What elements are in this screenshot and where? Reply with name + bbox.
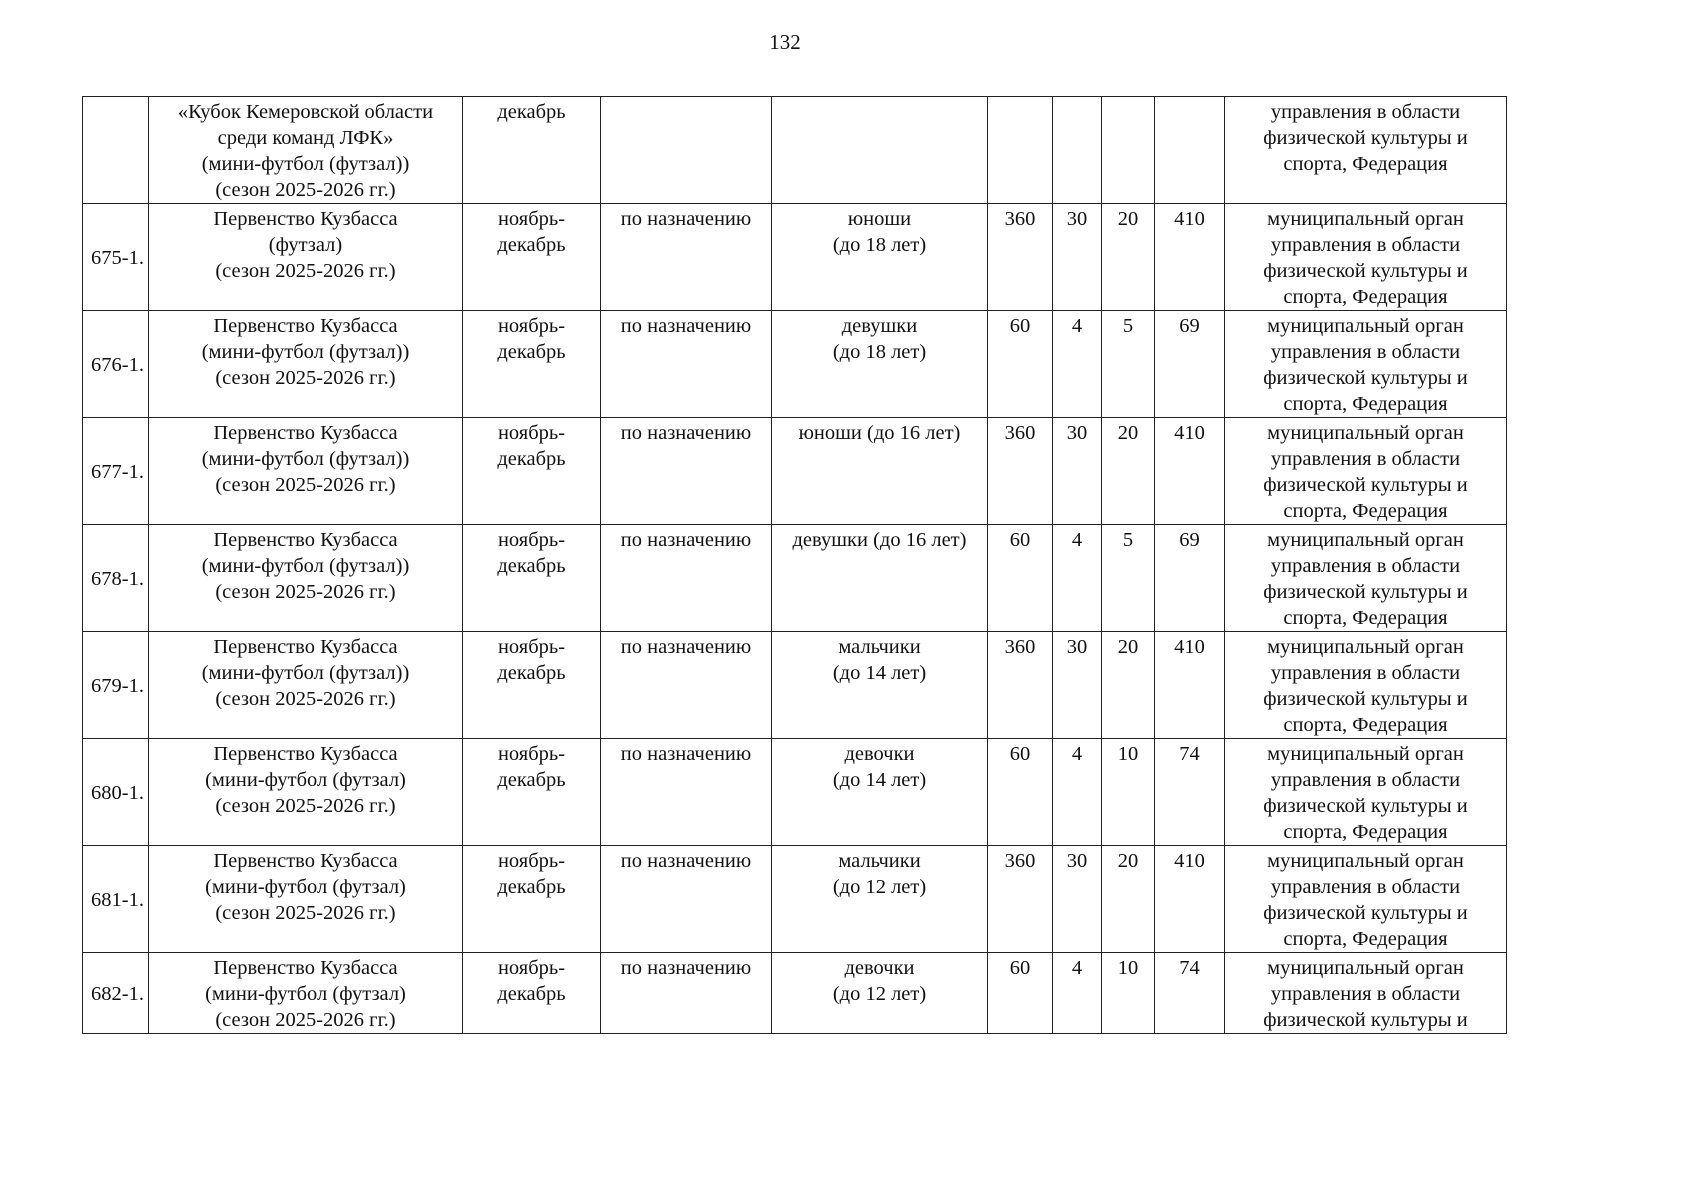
event-name-cell: «Кубок Кемеровской области среди команд ЛФК» (мини-футбол (футзал)) (сезон 2025-2026 гг.) <box>149 97 463 204</box>
participants-group-cell <box>772 97 988 204</box>
count-total-cell: 410 <box>1155 418 1225 525</box>
count-coaches-cell: 30 <box>1053 204 1102 311</box>
row-number-cell: 675-1. <box>83 204 149 311</box>
count-judges-cell: 20 <box>1102 632 1155 739</box>
table-row <box>83 311 1507 418</box>
count-total-cell: 410 <box>1155 846 1225 953</box>
row-number-cell <box>83 97 149 204</box>
count-athletes-cell: 60 <box>988 525 1053 632</box>
count-coaches-cell: 4 <box>1053 311 1102 418</box>
event-dates-cell: ноябрь- декабрь <box>463 525 601 632</box>
event-name-cell: Первенство Кузбасса (мини-футбол (футзал) (сезон 2025-2026 гг.) <box>149 739 463 846</box>
event-name-cell: Первенство Кузбасса (мини-футбол (футзал) (сезон 2025-2026 гг.) <box>149 846 463 953</box>
table-row <box>83 97 1507 204</box>
event-place-cell <box>601 97 772 204</box>
row-number-cell: 682-1. <box>83 953 149 1034</box>
event-dates-cell: ноябрь- декабрь <box>463 739 601 846</box>
event-name-cell: Первенство Кузбасса (мини-футбол (футзал)) (сезон 2025-2026 гг.) <box>149 632 463 739</box>
count-total-cell <box>1155 97 1225 204</box>
count-total-cell: 74 <box>1155 739 1225 846</box>
row-number-cell: 676-1. <box>83 311 149 418</box>
count-athletes-cell <box>988 97 1053 204</box>
count-coaches-cell: 30 <box>1053 846 1102 953</box>
event-name-cell: Первенство Кузбасса (мини-футбол (футзал)) (сезон 2025-2026 гг.) <box>149 525 463 632</box>
count-judges-cell: 20 <box>1102 204 1155 311</box>
count-judges-cell: 10 <box>1102 953 1155 1034</box>
table-row <box>83 525 1507 632</box>
count-coaches-cell: 4 <box>1053 525 1102 632</box>
row-number-cell: 681-1. <box>83 846 149 953</box>
event-dates-cell: ноябрь- декабрь <box>463 632 601 739</box>
count-total-cell: 410 <box>1155 204 1225 311</box>
count-athletes-cell: 360 <box>988 846 1053 953</box>
table-row <box>83 953 1507 1034</box>
count-total-cell: 69 <box>1155 525 1225 632</box>
event-dates-cell: декабрь <box>463 97 601 204</box>
participants-group-cell: мальчики (до 12 лет) <box>772 846 988 953</box>
event-place-cell: по назначению <box>601 525 772 632</box>
row-number-cell: 679-1. <box>83 632 149 739</box>
count-judges-cell: 5 <box>1102 311 1155 418</box>
count-total-cell: 410 <box>1155 632 1225 739</box>
table-row <box>83 632 1507 739</box>
event-place-cell: по назначению <box>601 204 772 311</box>
organizer-cell: муниципальный орган управления в области физической культуры и спорта, Федерация <box>1225 525 1507 632</box>
events-table <box>82 96 1507 1034</box>
event-place-cell: по назначению <box>601 311 772 418</box>
event-name-cell: Первенство Кузбасса (мини-футбол (футзал) (сезон 2025-2026 гг.) <box>149 953 463 1034</box>
count-coaches-cell <box>1053 97 1102 204</box>
count-athletes-cell: 360 <box>988 418 1053 525</box>
count-judges-cell: 5 <box>1102 525 1155 632</box>
event-dates-cell: ноябрь- декабрь <box>463 204 601 311</box>
count-athletes-cell: 60 <box>988 953 1053 1034</box>
row-number-cell: 678-1. <box>83 525 149 632</box>
event-name-cell: Первенство Кузбасса (футзал) (сезон 2025-2026 гг.) <box>149 204 463 311</box>
page-number: 132 <box>769 30 801 54</box>
table-row <box>83 739 1507 846</box>
event-name-cell: Первенство Кузбасса (мини-футбол (футзал)) (сезон 2025-2026 гг.) <box>149 311 463 418</box>
count-judges-cell: 10 <box>1102 739 1155 846</box>
event-name-cell: Первенство Кузбасса (мини-футбол (футзал)) (сезон 2025-2026 гг.) <box>149 418 463 525</box>
count-coaches-cell: 4 <box>1053 739 1102 846</box>
count-judges-cell: 20 <box>1102 418 1155 525</box>
event-dates-cell: ноябрь- декабрь <box>463 311 601 418</box>
participants-group-cell: мальчики (до 14 лет) <box>772 632 988 739</box>
table-body <box>83 97 1507 1034</box>
table-row <box>83 204 1507 311</box>
organizer-cell: муниципальный орган управления в области физической культуры и спорта, Федерация <box>1225 632 1507 739</box>
event-place-cell: по назначению <box>601 632 772 739</box>
participants-group-cell: юноши (до 16 лет) <box>772 418 988 525</box>
event-place-cell: по назначению <box>601 953 772 1034</box>
event-place-cell: по назначению <box>601 418 772 525</box>
count-athletes-cell: 360 <box>988 204 1053 311</box>
row-number-cell: 680-1. <box>83 739 149 846</box>
organizer-cell: муниципальный орган управления в области физической культуры и спорта, Федерация <box>1225 204 1507 311</box>
organizer-cell: муниципальный орган управления в области физической культуры и <box>1225 953 1507 1034</box>
event-dates-cell: ноябрь- декабрь <box>463 953 601 1034</box>
event-dates-cell: ноябрь- декабрь <box>463 846 601 953</box>
count-coaches-cell: 30 <box>1053 418 1102 525</box>
participants-group-cell: девушки (до 18 лет) <box>772 311 988 418</box>
participants-group-cell: девушки (до 16 лет) <box>772 525 988 632</box>
count-coaches-cell: 4 <box>1053 953 1102 1034</box>
organizer-cell: управления в области физической культуры и спорта, Федерация <box>1225 97 1507 204</box>
count-judges-cell <box>1102 97 1155 204</box>
participants-group-cell: девочки (до 14 лет) <box>772 739 988 846</box>
row-number-cell: 677-1. <box>83 418 149 525</box>
count-athletes-cell: 60 <box>988 311 1053 418</box>
organizer-cell: муниципальный орган управления в области физической культуры и спорта, Федерация <box>1225 846 1507 953</box>
count-total-cell: 69 <box>1155 311 1225 418</box>
participants-group-cell: юноши (до 18 лет) <box>772 204 988 311</box>
event-dates-cell: ноябрь- декабрь <box>463 418 601 525</box>
table-row <box>83 846 1507 953</box>
event-place-cell: по назначению <box>601 739 772 846</box>
participants-group-cell: девочки (до 12 лет) <box>772 953 988 1034</box>
table-row <box>83 418 1507 525</box>
count-total-cell: 74 <box>1155 953 1225 1034</box>
count-judges-cell: 20 <box>1102 846 1155 953</box>
count-athletes-cell: 360 <box>988 632 1053 739</box>
event-place-cell: по назначению <box>601 846 772 953</box>
organizer-cell: муниципальный орган управления в области физической культуры и спорта, Федерация <box>1225 739 1507 846</box>
count-coaches-cell: 30 <box>1053 632 1102 739</box>
organizer-cell: муниципальный орган управления в области физической культуры и спорта, Федерация <box>1225 418 1507 525</box>
count-athletes-cell: 60 <box>988 739 1053 846</box>
organizer-cell: муниципальный орган управления в области физической культуры и спорта, Федерация <box>1225 311 1507 418</box>
